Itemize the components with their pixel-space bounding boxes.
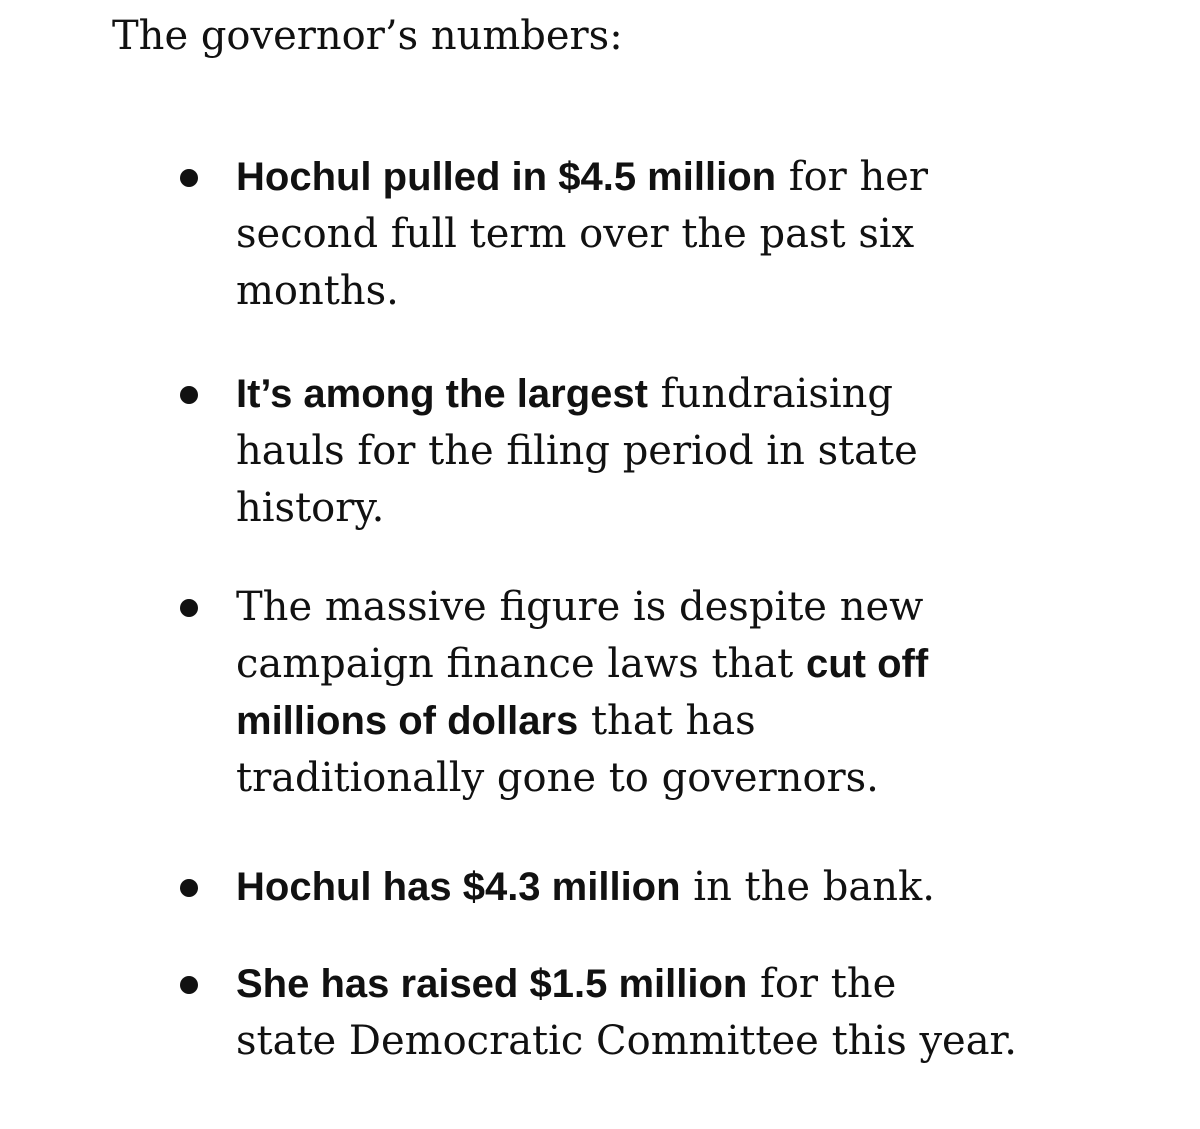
bullet-icon	[180, 879, 198, 897]
line	[236, 693, 1136, 750]
list-item-finance-laws	[236, 579, 1136, 807]
bullet-icon	[180, 386, 198, 404]
bold-highlight: millions of dollars	[236, 699, 579, 743]
list-item-democratic-committee	[236, 956, 1136, 1070]
list-item-largest-haul	[236, 366, 1136, 537]
text: in the bank.	[680, 864, 935, 910]
line: hauls for the filing period in state	[236, 428, 918, 474]
bold-highlight: Hochul pulled in $4.5 million	[236, 155, 777, 199]
list-item-fundraising-total	[236, 149, 1136, 320]
line: traditionally gone to governors.	[236, 755, 879, 801]
line: months.	[236, 268, 399, 314]
line: second full term over the past six	[236, 211, 915, 257]
line	[236, 149, 1136, 206]
bullet-icon	[180, 599, 198, 617]
text: for the	[747, 961, 897, 1007]
bold-highlight: She has raised $1.5 million	[236, 962, 748, 1006]
text: for her	[776, 154, 929, 200]
text: that has	[578, 698, 756, 744]
line: state Democratic Committee this year.	[236, 1018, 1017, 1064]
line: The massive figure is despite new	[236, 584, 924, 630]
line	[236, 366, 1136, 423]
bullet-icon	[180, 976, 198, 994]
bullet-icon	[180, 169, 198, 187]
line	[236, 636, 1136, 693]
line: history.	[236, 485, 385, 531]
text: fundraising	[647, 371, 894, 417]
line	[236, 859, 1136, 916]
list-item-cash-on-hand	[236, 859, 1136, 916]
bold-highlight: It’s among the largest	[236, 372, 648, 416]
section-heading: The governor’s numbers:	[112, 13, 623, 59]
line	[236, 956, 1136, 1013]
bold-highlight: cut off	[805, 642, 929, 686]
bold-highlight: Hochul has $4.3 million	[236, 865, 681, 909]
text: campaign finance laws that	[236, 641, 806, 687]
